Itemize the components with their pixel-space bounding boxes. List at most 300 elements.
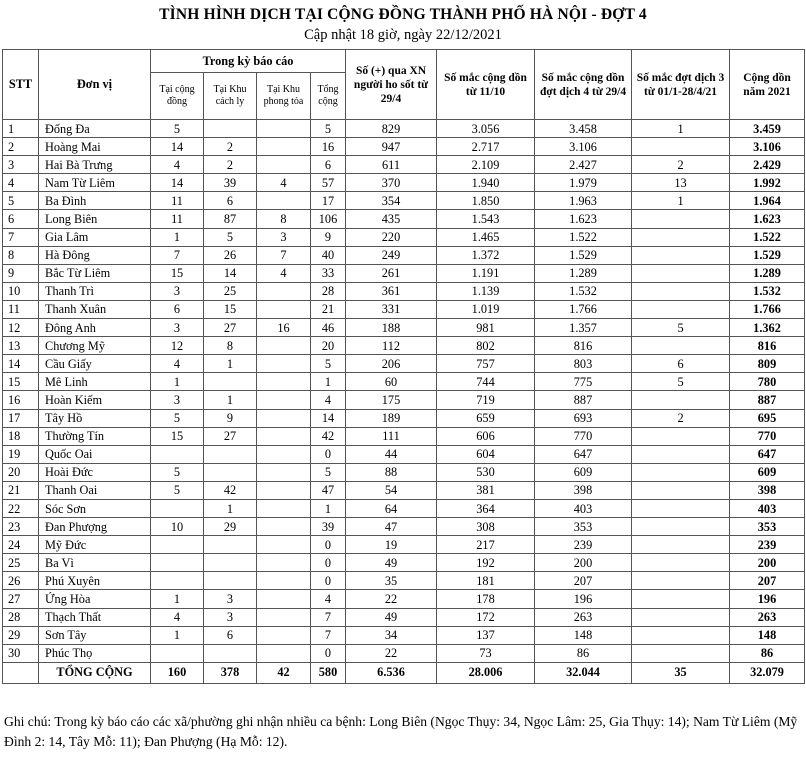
row-year: 207	[730, 572, 805, 590]
row-stt: 8	[3, 246, 39, 264]
row-since-1110: 181	[437, 572, 535, 590]
row-wave4: 207	[535, 572, 632, 590]
row-wave3	[632, 300, 730, 318]
row-since-1110: 172	[437, 608, 535, 626]
row-total: 0	[311, 554, 346, 572]
row-wave3: 6	[632, 355, 730, 373]
row-isolation	[204, 445, 257, 463]
row-blockade	[257, 554, 311, 572]
row-stt: 19	[3, 445, 39, 463]
row-total: 4	[311, 590, 346, 608]
row-tests: 175	[346, 391, 437, 409]
row-unit: Đan Phượng	[39, 518, 151, 536]
row-wave3	[632, 138, 730, 156]
total-wave4: 32.044	[535, 662, 632, 683]
row-unit: Thanh Xuân	[39, 300, 151, 318]
row-tests: 49	[346, 608, 437, 626]
row-wave4: 239	[535, 536, 632, 554]
row-blockade: 4	[257, 174, 311, 192]
row-blockade	[257, 644, 311, 662]
row-blockade	[257, 391, 311, 409]
row-total: 17	[311, 192, 346, 210]
row-community: 1	[151, 626, 204, 644]
row-year: 770	[730, 427, 805, 445]
row-unit: Hà Đông	[39, 246, 151, 264]
row-wave4: 693	[535, 409, 632, 427]
row-tests: 611	[346, 156, 437, 174]
row-stt: 5	[3, 192, 39, 210]
row-wave4: 1.529	[535, 246, 632, 264]
row-wave4: 3.106	[535, 138, 632, 156]
row-isolation	[204, 120, 257, 138]
row-stt: 27	[3, 590, 39, 608]
row-community: 5	[151, 481, 204, 499]
table-row	[3, 445, 805, 463]
row-blockade	[257, 536, 311, 554]
table-row	[3, 319, 805, 337]
table-row	[3, 572, 805, 590]
row-isolation: 87	[204, 210, 257, 228]
row-year: 1.623	[730, 210, 805, 228]
row-blockade: 3	[257, 228, 311, 246]
row-total: 9	[311, 228, 346, 246]
row-blockade	[257, 572, 311, 590]
row-community	[151, 572, 204, 590]
row-unit: Cầu Giấy	[39, 355, 151, 373]
row-since-1110: 981	[437, 319, 535, 337]
row-since-1110: 381	[437, 481, 535, 499]
row-isolation	[204, 373, 257, 391]
row-stt: 20	[3, 463, 39, 481]
row-stt: 9	[3, 264, 39, 282]
row-since-1110: 1.019	[437, 300, 535, 318]
row-isolation: 6	[204, 192, 257, 210]
row-community	[151, 536, 204, 554]
row-unit: Chương Mỹ	[39, 337, 151, 355]
row-wave4: 775	[535, 373, 632, 391]
row-isolation: 42	[204, 481, 257, 499]
row-year: 196	[730, 590, 805, 608]
table-row	[3, 590, 805, 608]
row-wave4: 1.532	[535, 282, 632, 300]
row-total: 39	[311, 518, 346, 536]
row-blockade: 4	[257, 264, 311, 282]
row-community: 3	[151, 319, 204, 337]
row-total: 57	[311, 174, 346, 192]
row-community	[151, 445, 204, 463]
table-row	[3, 373, 805, 391]
row-unit: Ba Vì	[39, 554, 151, 572]
row-since-1110: 744	[437, 373, 535, 391]
row-wave4: 148	[535, 626, 632, 644]
row-tests: 22	[346, 644, 437, 662]
row-isolation: 9	[204, 409, 257, 427]
row-unit: Phúc Thọ	[39, 644, 151, 662]
row-stt: 15	[3, 373, 39, 391]
row-year: 609	[730, 463, 805, 481]
row-unit: Thanh Oai	[39, 481, 151, 499]
row-wave4: 1.357	[535, 319, 632, 337]
row-since-1110: 757	[437, 355, 535, 373]
row-stt: 29	[3, 626, 39, 644]
row-since-1110: 606	[437, 427, 535, 445]
row-wave4: 887	[535, 391, 632, 409]
row-isolation: 27	[204, 427, 257, 445]
row-community: 6	[151, 300, 204, 318]
row-wave3	[632, 499, 730, 517]
row-stt: 16	[3, 391, 39, 409]
row-isolation: 3	[204, 608, 257, 626]
total-isolation: 378	[204, 662, 257, 683]
row-stt: 18	[3, 427, 39, 445]
row-wave3	[632, 391, 730, 409]
row-total: 47	[311, 481, 346, 499]
row-unit: Mê Linh	[39, 373, 151, 391]
row-wave4: 1.979	[535, 174, 632, 192]
row-unit: Long Biên	[39, 210, 151, 228]
row-blockade	[257, 355, 311, 373]
total-label: TỔNG CỘNG	[39, 662, 151, 683]
row-community: 14	[151, 138, 204, 156]
table-row	[3, 174, 805, 192]
header-year: Cộng dồn năm 2021	[730, 50, 805, 120]
row-since-1110: 802	[437, 337, 535, 355]
row-wave3	[632, 463, 730, 481]
table-row	[3, 337, 805, 355]
row-since-1110: 1.940	[437, 174, 535, 192]
row-community: 5	[151, 409, 204, 427]
row-wave3: 2	[632, 409, 730, 427]
total-since-1110: 28.006	[437, 662, 535, 683]
row-blockade	[257, 138, 311, 156]
total-year: 32.079	[730, 662, 805, 683]
row-wave4: 2.427	[535, 156, 632, 174]
row-unit: Ba Đình	[39, 192, 151, 210]
row-tests: 88	[346, 463, 437, 481]
row-unit: Tây Hồ	[39, 409, 151, 427]
row-isolation	[204, 644, 257, 662]
row-wave3	[632, 554, 730, 572]
total-tests: 6.536	[346, 662, 437, 683]
row-since-1110: 192	[437, 554, 535, 572]
row-blockade: 8	[257, 210, 311, 228]
table-row	[3, 391, 805, 409]
row-tests: 47	[346, 518, 437, 536]
row-wave3	[632, 210, 730, 228]
row-stt: 4	[3, 174, 39, 192]
row-isolation: 2	[204, 138, 257, 156]
table-row	[3, 138, 805, 156]
row-since-1110: 1.850	[437, 192, 535, 210]
row-year: 647	[730, 445, 805, 463]
row-unit: Đông Anh	[39, 319, 151, 337]
row-isolation: 29	[204, 518, 257, 536]
row-stt: 13	[3, 337, 39, 355]
row-tests: 361	[346, 282, 437, 300]
row-community	[151, 499, 204, 517]
row-community: 12	[151, 337, 204, 355]
row-wave3: 5	[632, 319, 730, 337]
row-stt: 21	[3, 481, 39, 499]
row-unit: Thạch Thất	[39, 608, 151, 626]
row-community: 11	[151, 192, 204, 210]
header-wave4: Số mắc cộng dồn đợt dịch 4 từ 29/4	[535, 50, 632, 120]
table-row	[3, 409, 805, 427]
row-since-1110: 2.109	[437, 156, 535, 174]
footnote: Ghi chú: Trong kỳ báo cáo các xã/phường ghi nhận nhiều ca bệnh: Long Biên (Ngọc Thụy: 34, Ngọc Lâm: 25, Gia Thụy: 14); Nam Từ Liêm (Mỹ Đình 2: 14, Tây Mỗ: 11); Đan Phượng (Hạ Mỗ: 12).	[4, 714, 798, 749]
row-unit: Đống Đa	[39, 120, 151, 138]
table-row	[3, 300, 805, 318]
table-row	[3, 644, 805, 662]
row-isolation: 14	[204, 264, 257, 282]
row-wave3: 2	[632, 156, 730, 174]
row-unit: Thường Tín	[39, 427, 151, 445]
row-year: 263	[730, 608, 805, 626]
row-year: 1.964	[730, 192, 805, 210]
row-year: 2.429	[730, 156, 805, 174]
table-row	[3, 481, 805, 499]
row-blockade	[257, 120, 311, 138]
row-since-1110: 308	[437, 518, 535, 536]
row-stt: 22	[3, 499, 39, 517]
row-isolation	[204, 536, 257, 554]
row-wave3	[632, 644, 730, 662]
row-since-1110: 178	[437, 590, 535, 608]
row-year: 239	[730, 536, 805, 554]
row-since-1110: 1.372	[437, 246, 535, 264]
header-period-group: Trong kỳ báo cáo	[151, 50, 346, 73]
row-unit: Gia Lâm	[39, 228, 151, 246]
row-tests: 60	[346, 373, 437, 391]
table-body	[3, 120, 805, 663]
row-wave3	[632, 626, 730, 644]
row-unit: Nam Từ Liêm	[39, 174, 151, 192]
row-tests: 112	[346, 337, 437, 355]
total-blockade: 42	[257, 662, 311, 683]
total-total: 580	[311, 662, 346, 683]
row-total: 21	[311, 300, 346, 318]
row-stt: 23	[3, 518, 39, 536]
header-total: Tổng cộng	[311, 73, 346, 120]
table-row	[3, 499, 805, 517]
table-row	[3, 608, 805, 626]
row-blockade	[257, 481, 311, 499]
row-total: 20	[311, 337, 346, 355]
row-total: 46	[311, 319, 346, 337]
table-row	[3, 536, 805, 554]
row-tests: 261	[346, 264, 437, 282]
row-wave4: 803	[535, 355, 632, 373]
row-year: 1.532	[730, 282, 805, 300]
row-unit: Quốc Oai	[39, 445, 151, 463]
page-title: TÌNH HÌNH DỊCH TẠI CỘNG ĐỒNG THÀNH PHỐ HÀ NỘI - ĐỢT 4	[159, 6, 647, 23]
row-year: 816	[730, 337, 805, 355]
row-total: 40	[311, 246, 346, 264]
row-tests: 354	[346, 192, 437, 210]
row-community: 1	[151, 228, 204, 246]
row-total: 0	[311, 572, 346, 590]
row-total: 5	[311, 355, 346, 373]
table-row	[3, 246, 805, 264]
row-community: 4	[151, 608, 204, 626]
total-row	[3, 662, 805, 683]
row-community: 5	[151, 463, 204, 481]
row-tests: 220	[346, 228, 437, 246]
header-community: Tại cộng đồng	[151, 73, 204, 120]
table-row	[3, 228, 805, 246]
row-wave4: 647	[535, 445, 632, 463]
row-total: 0	[311, 445, 346, 463]
row-since-1110: 659	[437, 409, 535, 427]
row-unit: Sơn Tây	[39, 626, 151, 644]
update-time: Cập nhật 18 giờ, ngày 22/12/2021	[304, 27, 502, 43]
header-isolation: Tại Khu cách ly	[204, 73, 257, 120]
row-community: 1	[151, 590, 204, 608]
row-isolation	[204, 572, 257, 590]
row-tests: 35	[346, 572, 437, 590]
total-wave3: 35	[632, 662, 730, 683]
row-unit: Phú Xuyên	[39, 572, 151, 590]
row-total: 5	[311, 120, 346, 138]
row-stt: 6	[3, 210, 39, 228]
row-wave3	[632, 536, 730, 554]
row-tests: 54	[346, 481, 437, 499]
row-year: 86	[730, 644, 805, 662]
row-community: 15	[151, 264, 204, 282]
row-community: 4	[151, 156, 204, 174]
row-community: 15	[151, 427, 204, 445]
table-row	[3, 192, 805, 210]
row-year: 1.289	[730, 264, 805, 282]
row-unit: Hoàng Mai	[39, 138, 151, 156]
row-tests: 111	[346, 427, 437, 445]
row-wave4: 609	[535, 463, 632, 481]
row-wave4: 353	[535, 518, 632, 536]
row-year: 148	[730, 626, 805, 644]
row-wave3: 5	[632, 373, 730, 391]
row-blockade	[257, 409, 311, 427]
table-row	[3, 554, 805, 572]
row-stt: 17	[3, 409, 39, 427]
row-blockade: 7	[257, 246, 311, 264]
table-row	[3, 626, 805, 644]
row-blockade	[257, 626, 311, 644]
row-blockade	[257, 373, 311, 391]
row-year: 3.106	[730, 138, 805, 156]
row-isolation: 39	[204, 174, 257, 192]
row-unit: Hai Bà Trưng	[39, 156, 151, 174]
row-wave3	[632, 246, 730, 264]
row-stt: 14	[3, 355, 39, 373]
row-tests: 189	[346, 409, 437, 427]
row-wave4: 816	[535, 337, 632, 355]
row-unit: Hoàn Kiếm	[39, 391, 151, 409]
row-wave3: 1	[632, 120, 730, 138]
row-year: 403	[730, 499, 805, 517]
row-isolation: 5	[204, 228, 257, 246]
row-unit: Sóc Sơn	[39, 499, 151, 517]
row-wave3	[632, 337, 730, 355]
row-isolation: 26	[204, 246, 257, 264]
row-tests: 435	[346, 210, 437, 228]
row-community: 4	[151, 355, 204, 373]
table-row	[3, 463, 805, 481]
row-wave4: 1.522	[535, 228, 632, 246]
row-blockade	[257, 192, 311, 210]
row-blockade	[257, 445, 311, 463]
header-wave3: Số mắc đợt dịch 3 từ 01/1-28/4/21	[632, 50, 730, 120]
row-tests: 947	[346, 138, 437, 156]
row-total: 4	[311, 391, 346, 409]
row-tests: 49	[346, 554, 437, 572]
table-row	[3, 355, 805, 373]
row-wave3	[632, 427, 730, 445]
row-stt: 25	[3, 554, 39, 572]
row-year: 1.529	[730, 246, 805, 264]
row-tests: 19	[346, 536, 437, 554]
row-isolation: 3	[204, 590, 257, 608]
row-community: 3	[151, 391, 204, 409]
row-community	[151, 554, 204, 572]
row-wave3	[632, 608, 730, 626]
row-wave4: 403	[535, 499, 632, 517]
row-since-1110: 604	[437, 445, 535, 463]
row-stt: 3	[3, 156, 39, 174]
row-since-1110: 73	[437, 644, 535, 662]
row-tests: 206	[346, 355, 437, 373]
row-year: 1.522	[730, 228, 805, 246]
table-row	[3, 282, 805, 300]
row-wave3: 13	[632, 174, 730, 192]
row-wave3	[632, 572, 730, 590]
row-blockade	[257, 608, 311, 626]
row-wave4: 3.458	[535, 120, 632, 138]
row-wave3	[632, 264, 730, 282]
table-row	[3, 210, 805, 228]
row-blockade: 16	[257, 319, 311, 337]
row-wave3	[632, 518, 730, 536]
row-community: 10	[151, 518, 204, 536]
header-stt: STT	[3, 50, 39, 120]
row-year: 353	[730, 518, 805, 536]
row-total: 1	[311, 373, 346, 391]
row-stt: 1	[3, 120, 39, 138]
row-year: 200	[730, 554, 805, 572]
row-community: 1	[151, 373, 204, 391]
row-stt: 24	[3, 536, 39, 554]
row-total: 7	[311, 608, 346, 626]
row-year: 1.766	[730, 300, 805, 318]
row-isolation	[204, 463, 257, 481]
row-stt: 2	[3, 138, 39, 156]
row-isolation: 8	[204, 337, 257, 355]
row-isolation: 25	[204, 282, 257, 300]
row-wave3	[632, 590, 730, 608]
row-year: 1.992	[730, 174, 805, 192]
row-tests: 64	[346, 499, 437, 517]
row-blockade	[257, 518, 311, 536]
row-wave4: 1.963	[535, 192, 632, 210]
row-year: 1.362	[730, 319, 805, 337]
table-row	[3, 120, 805, 138]
row-isolation: 15	[204, 300, 257, 318]
row-year: 780	[730, 373, 805, 391]
header-tests: Số (+) qua XN người ho sốt từ 29/4	[346, 50, 437, 120]
row-since-1110: 1.543	[437, 210, 535, 228]
row-isolation: 27	[204, 319, 257, 337]
row-wave4: 196	[535, 590, 632, 608]
row-wave4: 86	[535, 644, 632, 662]
